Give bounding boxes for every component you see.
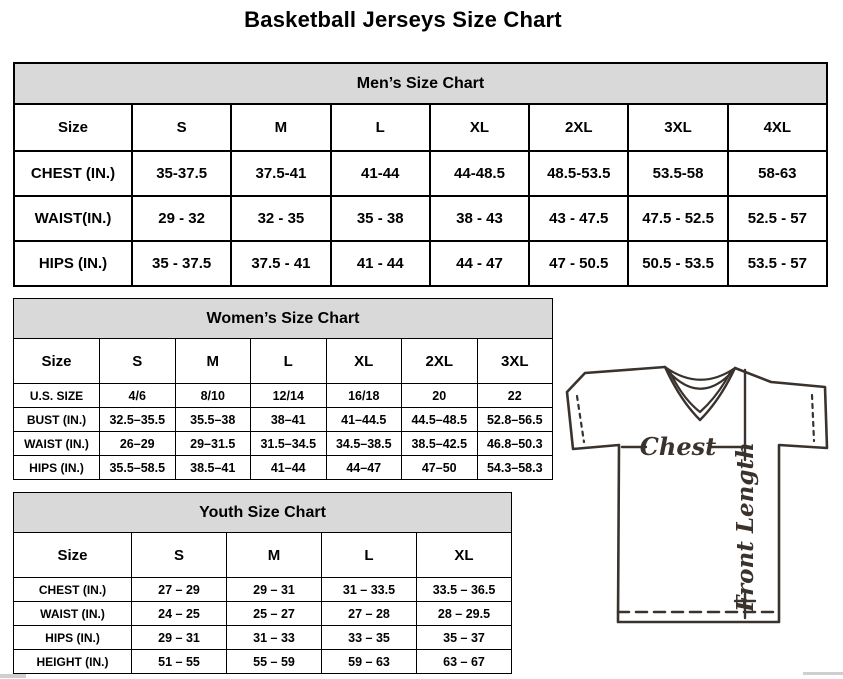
column-header: M <box>231 104 330 151</box>
table-cell: 38.5–41 <box>175 456 251 480</box>
table-cell: 44 - 47 <box>430 241 529 286</box>
column-header: Size <box>14 339 100 384</box>
column-header: Size <box>14 533 132 578</box>
table-cell: 35 – 37 <box>417 626 512 650</box>
table-cell: 43 - 47.5 <box>529 196 628 241</box>
table-cell: 20 <box>402 384 478 408</box>
column-header: 2XL <box>529 104 628 151</box>
column-header: XL <box>326 339 402 384</box>
row-label: BUST (IN.) <box>14 408 100 432</box>
table-cell: 28 – 29.5 <box>417 602 512 626</box>
table-cell: 55 – 59 <box>227 650 322 674</box>
jersey-outline <box>567 367 827 622</box>
youth-size-chart <box>13 492 512 674</box>
table-cell: 35.5–58.5 <box>100 456 176 480</box>
table-cell: 52.5 - 57 <box>728 196 827 241</box>
table-cell: 47–50 <box>402 456 478 480</box>
table-cell: 35-37.5 <box>132 151 231 196</box>
table-cell: 24 – 25 <box>132 602 227 626</box>
row-label: HEIGHT (IN.) <box>14 650 132 674</box>
table-row <box>14 456 553 480</box>
table-row <box>14 602 512 626</box>
row-label: WAIST (IN.) <box>14 432 100 456</box>
table-row <box>14 578 512 602</box>
table-cell: 38 - 43 <box>430 196 529 241</box>
table-cell: 48.5-53.5 <box>529 151 628 196</box>
scrollbar-fragment-right[interactable] <box>803 672 843 675</box>
table-cell: 38.5–42.5 <box>402 432 478 456</box>
scrollbar-fragment-left[interactable] <box>0 674 26 678</box>
table-cell: 32 - 35 <box>231 196 330 241</box>
table-row <box>14 650 512 674</box>
row-label: U.S. SIZE <box>14 384 100 408</box>
mens-size-chart <box>13 62 828 287</box>
cuff-dashed-line-left <box>577 396 584 442</box>
table-cell: 35 - 37.5 <box>132 241 231 286</box>
column-header: S <box>100 339 176 384</box>
table-row <box>14 408 553 432</box>
table-cell: 16/18 <box>326 384 402 408</box>
table-cell: 35.5–38 <box>175 408 251 432</box>
row-label: WAIST (IN.) <box>14 602 132 626</box>
row-label: HIPS (IN.) <box>14 241 132 286</box>
table-cell: 41–44 <box>251 456 327 480</box>
row-label: HIPS (IN.) <box>14 456 100 480</box>
chart-title: Men’s Size Chart <box>14 63 827 104</box>
table-cell: 29 - 32 <box>132 196 231 241</box>
table-cell: 44.5–48.5 <box>402 408 478 432</box>
table-cell: 33.5 – 36.5 <box>417 578 512 602</box>
table-cell: 34.5–38.5 <box>326 432 402 456</box>
row-label: WAIST(IN.) <box>14 196 132 241</box>
table-cell: 47 - 50.5 <box>529 241 628 286</box>
column-header: L <box>322 533 417 578</box>
table-cell: 12/14 <box>251 384 327 408</box>
table-cell: 29 – 31 <box>132 626 227 650</box>
column-header: M <box>175 339 251 384</box>
table-cell: 41–44.5 <box>326 408 402 432</box>
table-cell: 59 – 63 <box>322 650 417 674</box>
table-cell: 41-44 <box>331 151 430 196</box>
jersey-measurement-diagram <box>554 354 840 632</box>
table-cell: 52.8–56.5 <box>477 408 553 432</box>
row-label: CHEST (IN.) <box>14 578 132 602</box>
column-header: 3XL <box>477 339 553 384</box>
chart-title: Youth Size Chart <box>14 493 512 533</box>
table-cell: 37.5 - 41 <box>231 241 330 286</box>
table-cell: 53.5 - 57 <box>728 241 827 286</box>
column-header: S <box>132 533 227 578</box>
table-row <box>14 196 827 241</box>
table-cell: 33 – 35 <box>322 626 417 650</box>
table-cell: 63 – 67 <box>417 650 512 674</box>
table-cell: 31.5–34.5 <box>251 432 327 456</box>
table-cell: 29 – 31 <box>227 578 322 602</box>
table-cell: 4/6 <box>100 384 176 408</box>
table-cell: 47.5 - 52.5 <box>628 196 727 241</box>
table-row <box>14 384 553 408</box>
table-cell: 41 - 44 <box>331 241 430 286</box>
table-cell: 8/10 <box>175 384 251 408</box>
womens-size-chart <box>13 298 553 480</box>
table-cell: 44–47 <box>326 456 402 480</box>
table-row <box>14 241 827 286</box>
column-header: L <box>251 339 327 384</box>
column-header: 4XL <box>728 104 827 151</box>
table-row <box>14 626 512 650</box>
table-cell: 46.8–50.3 <box>477 432 553 456</box>
page-title: Basketball Jerseys Size Chart <box>244 7 562 32</box>
table-row <box>14 151 827 196</box>
front-length-label: Front Length <box>732 442 759 612</box>
chest-label: Chest <box>639 432 717 461</box>
column-header: XL <box>417 533 512 578</box>
table-cell: 58-63 <box>728 151 827 196</box>
column-header: XL <box>430 104 529 151</box>
column-header: S <box>132 104 231 151</box>
table-cell: 50.5 - 53.5 <box>628 241 727 286</box>
table-cell: 54.3–58.3 <box>477 456 553 480</box>
table-cell: 53.5-58 <box>628 151 727 196</box>
table-cell: 22 <box>477 384 553 408</box>
table-cell: 38–41 <box>251 408 327 432</box>
column-header: 2XL <box>402 339 478 384</box>
table-cell: 26–29 <box>100 432 176 456</box>
table-cell: 27 – 29 <box>132 578 227 602</box>
cuff-dashed-line-right <box>812 395 814 441</box>
table-cell: 32.5–35.5 <box>100 408 176 432</box>
column-header: L <box>331 104 430 151</box>
column-header: M <box>227 533 322 578</box>
table-cell: 29–31.5 <box>175 432 251 456</box>
column-header: Size <box>14 104 132 151</box>
row-label: CHEST (IN.) <box>14 151 132 196</box>
table-cell: 25 – 27 <box>227 602 322 626</box>
row-label: HIPS (IN.) <box>14 626 132 650</box>
table-row <box>14 432 553 456</box>
table-cell: 37.5-41 <box>231 151 330 196</box>
table-cell: 44-48.5 <box>430 151 529 196</box>
table-cell: 51 – 55 <box>132 650 227 674</box>
table-cell: 31 – 33.5 <box>322 578 417 602</box>
table-cell: 27 – 28 <box>322 602 417 626</box>
chart-title: Women’s Size Chart <box>14 299 553 339</box>
table-cell: 35 - 38 <box>331 196 430 241</box>
table-cell: 31 – 33 <box>227 626 322 650</box>
column-header: 3XL <box>628 104 727 151</box>
